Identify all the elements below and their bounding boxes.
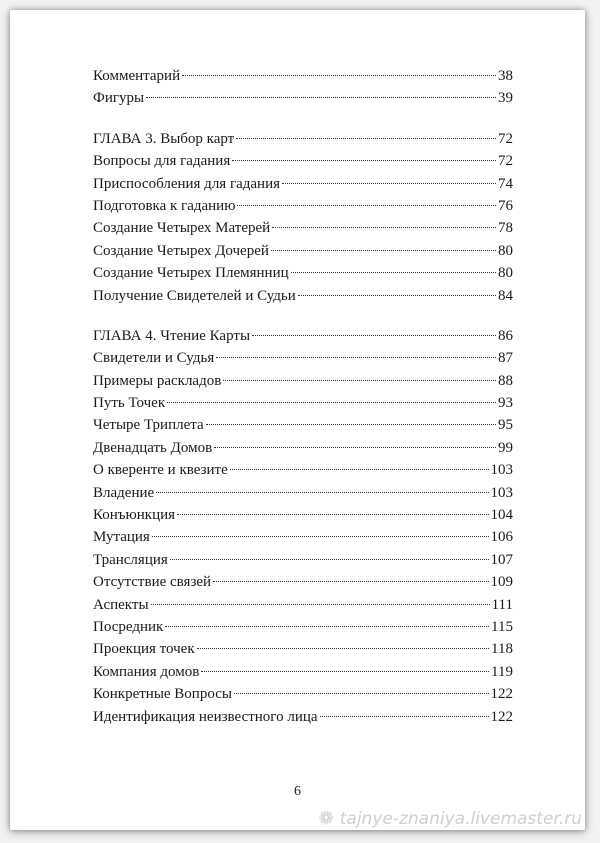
toc-entry-page: 87 (498, 350, 513, 367)
dot-leader (236, 138, 496, 139)
dot-leader (165, 626, 489, 627)
toc-entry (93, 128, 513, 150)
toc-entry (93, 173, 513, 195)
toc-entry-page: 72 (498, 130, 513, 147)
toc-entry-page: 103 (490, 484, 513, 501)
toc-entry (93, 594, 513, 616)
dot-leader (230, 469, 489, 470)
toc-entry-page: 115 (491, 618, 513, 635)
dot-leader (152, 536, 489, 537)
toc-entry (93, 661, 513, 683)
dot-leader (237, 205, 496, 206)
toc-entry-title: Мутация (93, 529, 150, 546)
toc-entry-page: 109 (490, 574, 513, 591)
flower-icon: ❁ (318, 808, 334, 829)
watermark (319, 808, 582, 829)
toc-entry-title: Фигуры (93, 90, 145, 107)
toc-entry (93, 414, 513, 436)
page-number: 6 (294, 784, 301, 799)
toc-entry (93, 195, 513, 217)
dot-leader (170, 559, 489, 560)
dot-leader (206, 424, 496, 425)
dot-leader (177, 514, 488, 515)
dot-leader (151, 604, 490, 605)
toc-entry-title: Проекция точек (93, 641, 195, 658)
dot-leader (182, 75, 496, 76)
toc-entry-title: Путь Точек (93, 395, 166, 412)
toc-entry (93, 392, 513, 414)
toc-entry (93, 347, 513, 369)
toc-entry-title: Конкретные Вопросы (93, 686, 232, 703)
toc-entry-title: Приспособления для гадания (93, 175, 281, 192)
toc-entry-page: 106 (490, 529, 513, 546)
toc-entry-page: 111 (491, 596, 513, 613)
dot-leader (201, 671, 489, 672)
dot-leader (291, 272, 496, 273)
dot-leader (272, 227, 496, 228)
toc-entry (93, 262, 513, 284)
toc-entry (93, 437, 513, 459)
toc-entry-title: Владение (93, 484, 155, 501)
toc-section (93, 128, 513, 307)
toc-entry-title: Посредник (93, 618, 164, 635)
toc-entry-title: Вопросы для гадания (93, 153, 231, 170)
toc-entry (93, 459, 513, 481)
toc-entry-page: 39 (498, 90, 513, 107)
toc-entry (93, 683, 513, 705)
toc-entry (93, 616, 513, 638)
toc-entry (93, 370, 513, 392)
toc-entry (93, 285, 513, 307)
toc-entry (93, 482, 513, 504)
toc-entry-title: Отсутствие связей (93, 574, 212, 591)
toc-entry-page: 78 (498, 220, 513, 237)
toc-entry-page: 80 (498, 242, 513, 259)
dot-leader (223, 380, 496, 381)
toc-entry-title: Трансляция (93, 551, 168, 568)
toc-entry (93, 526, 513, 548)
toc-entry (93, 706, 513, 728)
toc-entry-title: Конъюнкция (93, 507, 176, 524)
dot-leader (167, 402, 496, 403)
toc-entry (93, 504, 513, 526)
toc-entry-title: Четыре Триплета (93, 417, 204, 434)
table-of-contents (93, 65, 513, 746)
dot-leader (197, 648, 489, 649)
toc-entry (93, 571, 513, 593)
toc-entry-page: 84 (498, 287, 513, 304)
toc-entry-title: Получение Свидетелей и Судьи (93, 287, 296, 304)
toc-entry-page: 80 (498, 265, 513, 282)
toc-entry-title: ГЛАВА 3. Выбор карт (93, 130, 235, 147)
toc-entry (93, 150, 513, 172)
toc-entry-title: Примеры раскладов (93, 372, 222, 389)
toc-entry-page: 122 (490, 686, 513, 703)
toc-entry-page: 76 (498, 197, 513, 214)
toc-entry (93, 217, 513, 239)
dot-leader (214, 447, 496, 448)
toc-entry-title: Аспекты (93, 596, 149, 613)
dot-leader (282, 183, 496, 184)
toc-entry-title: Компания домов (93, 663, 200, 680)
dot-leader (298, 295, 496, 296)
toc-entry (93, 87, 513, 109)
watermark-text: tajnye-znaniya.livemaster.ru (339, 808, 582, 829)
toc-entry-title: Создание Четырех Племянниц (93, 265, 289, 282)
toc-entry-page: 119 (491, 663, 513, 680)
toc-entry (93, 549, 513, 571)
dot-leader (320, 716, 489, 717)
toc-entry-title: Свидетели и Судья (93, 350, 215, 367)
toc-entry-page: 72 (498, 153, 513, 170)
toc-entry-page: 118 (491, 641, 513, 658)
toc-entry-title: Создание Четырех Матерей (93, 220, 271, 237)
dot-leader (271, 250, 496, 251)
dot-leader (216, 357, 496, 358)
toc-entry-title: Идентификация неизвестного лица (93, 708, 318, 725)
toc-entry-page: 122 (490, 708, 513, 725)
toc-entry-title: Комментарий (93, 68, 181, 84)
toc-entry-page: 88 (498, 372, 513, 389)
toc-entry (93, 638, 513, 660)
toc-entry-title: Двенадцать Домов (93, 439, 213, 456)
toc-entry-page: 38 (498, 68, 513, 84)
dot-leader (146, 97, 496, 98)
dot-leader (232, 160, 496, 161)
book-page (10, 10, 585, 830)
dot-leader (252, 335, 496, 336)
toc-section (93, 65, 513, 110)
toc-entry-page: 95 (498, 417, 513, 434)
toc-entry (93, 325, 513, 347)
toc-entry-page: 107 (490, 551, 513, 568)
toc-entry-title: ГЛАВА 4. Чтение Карты (93, 327, 251, 344)
toc-entry-title: Создание Четырех Дочерей (93, 242, 269, 259)
toc-entry-page: 74 (498, 175, 513, 192)
toc-section (93, 325, 513, 728)
toc-entry-page: 93 (498, 395, 513, 412)
dot-leader (156, 492, 488, 493)
toc-entry-page: 86 (498, 327, 513, 344)
toc-entry-page: 99 (498, 439, 513, 456)
dot-leader (213, 581, 488, 582)
dot-leader (234, 693, 489, 694)
toc-entry-title: Подготовка к гаданию (93, 197, 236, 214)
toc-entry-page: 104 (490, 507, 513, 524)
toc-entry-title: О кверенте и квезите (93, 462, 228, 479)
toc-entry (93, 65, 513, 87)
toc-entry (93, 240, 513, 262)
toc-entry-page: 103 (490, 462, 513, 479)
